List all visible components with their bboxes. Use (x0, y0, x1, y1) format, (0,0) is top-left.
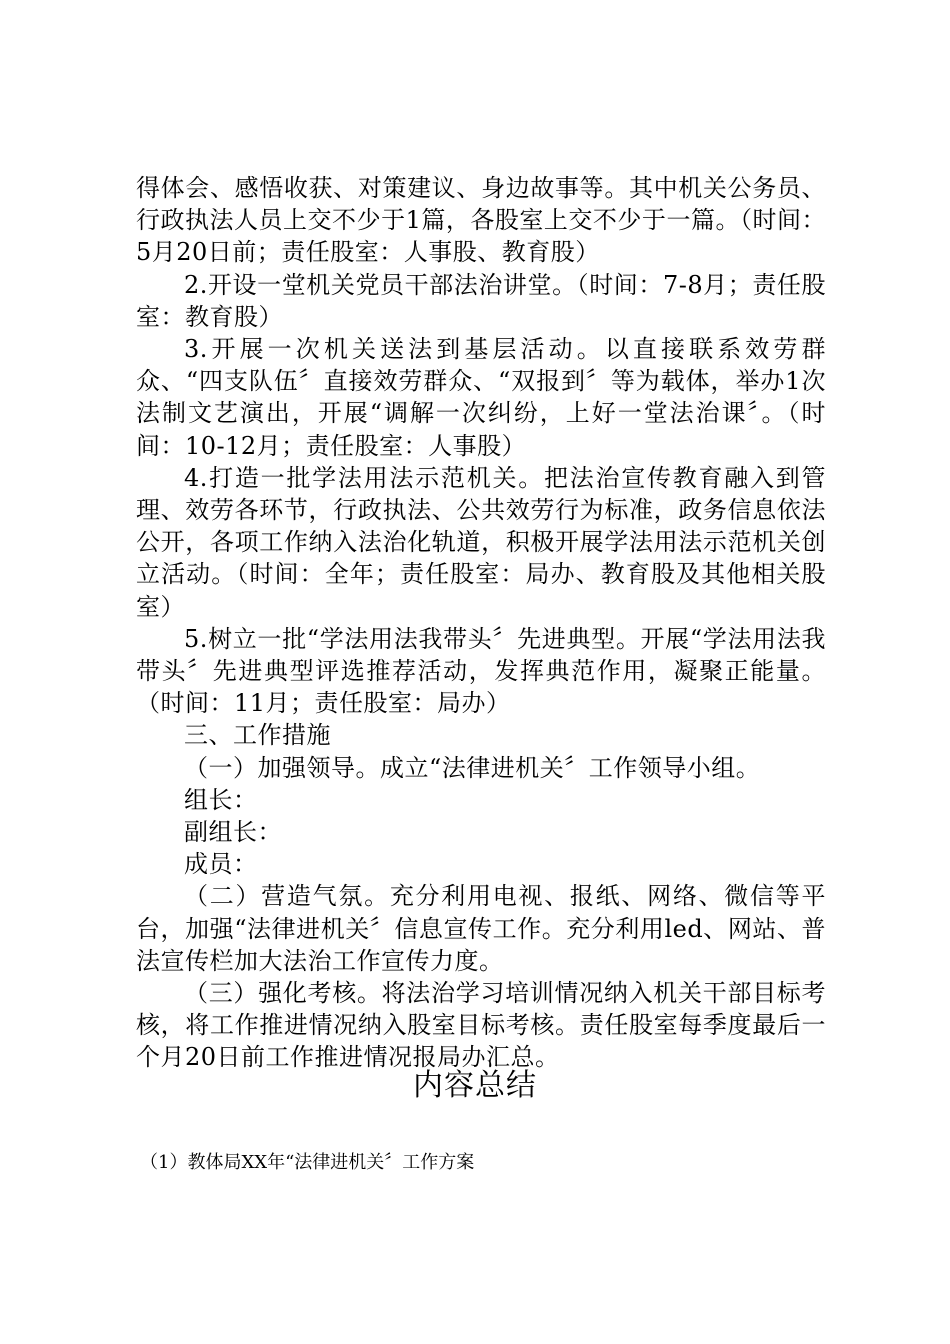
paragraph-continuation: 得体会、感悟收获、对策建议、身边故事等。其中机关公务员、行政执法人员上交不少于1篇，各股室上交不少于一篇。（时间：5月20日前；责任股室：人事股、教育股） (136, 174, 826, 267)
summary-item: （1）教体局XX年“法律进机关〞工作方案 (140, 1152, 475, 1173)
paragraph-measure-2: （二）营造气氛。充分利用电视、报纸、网络、微信等平台，加强“法律进机关〞信息宣传工作。充分利用led、网站、普法宣传栏加大法治工作宣传力度。 (136, 882, 826, 975)
document-body (136, 172, 826, 1074)
paragraph-group-leader: 组长： (184, 785, 258, 814)
section-heading-measures: 三、工作措施 (184, 721, 331, 750)
paragraph-deputy-leader: 副组长： (184, 818, 282, 847)
paragraph-measure-1: （一）加强领导。成立“法律进机关〞工作领导小组。 (184, 753, 761, 782)
paragraph-item-5: 5.树立一批“学法用法我带头〞先进典型。开展“学法用法我带头〞先进典型评选推荐活动，发挥典范作用，凝聚正能量。（时间：11月；责任股室：局办） (136, 624, 826, 718)
paragraph-item-4: 4.打造一批学法用法示范机关。把法治宣传教育融入到管理、效劳各环节，行政执法、公共效劳行为标准，政务信息依法公开，各项工作纳入法治化轨道，积极开展学法用法示范机关创立活动。（时间：全年；责任股室：局办、教育股及其他相关股室） (136, 463, 826, 621)
paragraph-item-2: 2.开设一堂机关党员干部法治讲堂。（时间：7-8月；责任股室：教育股） (136, 270, 826, 331)
paragraph-members: 成员： (184, 850, 258, 879)
paragraph-measure-3: （三）强化考核。将法治学习培训情况纳入机关干部目标考核，将工作推进情况纳入股室目标考核。责任股室每季度最后一个月20日前工作推进情况报局办汇总。 (136, 979, 826, 1072)
summary-title: 内容总结 (413, 1068, 537, 1103)
paragraph-item-3: 3.开展一次机关送法到基层活动。以直接联系效劳群众、“四支队伍〞直接效劳群众、“双报到〞等为载体，举办1次法制文艺演出，开展“调解一次纠纷，上好一堂法治课〞。（时间：10-12月；责任股室：人事股） (136, 335, 826, 460)
